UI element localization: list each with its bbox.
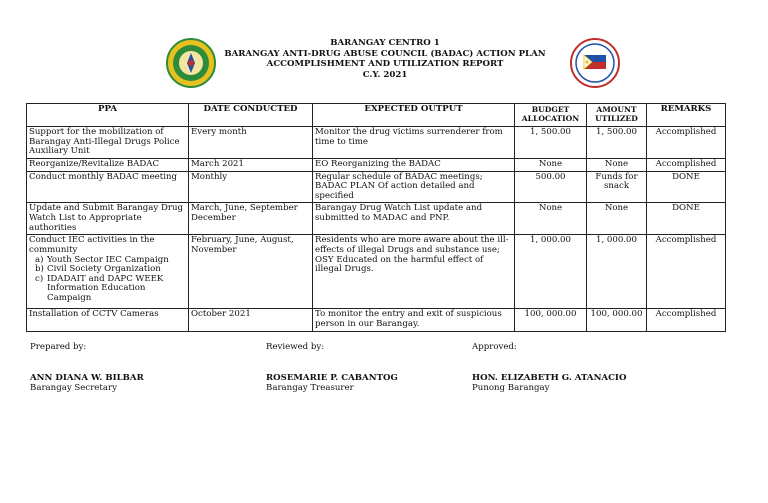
header-report-title: ACCOMPLISHMENT AND UTILIZATION REPORT — [266, 59, 504, 69]
cell-utilized: 100, 000.00 — [587, 309, 647, 331]
col-header-ppa: PPA — [27, 104, 189, 127]
cell-remarks: DONE — [647, 171, 726, 203]
header-barangay-name: BARANGAY CENTRO 1 — [330, 38, 440, 48]
signatory-reviewed — [266, 342, 398, 394]
cell-date: March, June, September December — [189, 203, 313, 235]
cell-remarks: Accomplished — [647, 309, 726, 331]
list-item-text: IDADAIT and DAPC WEEK Information Education Campaign — [47, 273, 164, 303]
cell-budget: 1, 500.00 — [515, 127, 587, 159]
cell-utilized: None — [587, 203, 647, 235]
action-plan-table — [26, 103, 726, 332]
signatory-name: ROSEMARIE P. CABANTOG — [266, 372, 398, 383]
col-header-output: EXPECTED OUTPUT — [313, 104, 515, 127]
cell-output: Residents who are more aware about the ill-effects of illegal Drugs and substance use; OSY Educated on the harmful effect of illegal Drugs. — [313, 235, 515, 309]
cell-date: Every month — [189, 127, 313, 159]
ppa-title: Conduct IEC activities in the community — [29, 235, 155, 255]
header-council-title: BARANGAY ANTI-DRUG ABUSE COUNCIL (BADAC) ACTION PLAN — [224, 48, 546, 59]
cell-budget: 1, 000.00 — [515, 235, 587, 309]
signatory-title: Punong Barangay — [472, 383, 550, 393]
signatory-approved — [472, 342, 626, 394]
header-calendar-year: C.Y. 2021 — [362, 69, 408, 80]
signatory-title: Barangay Secretary — [30, 383, 117, 393]
table-row — [27, 171, 726, 203]
cell-output: To monitor the entry and exit of suspicious person in our Barangay. — [313, 309, 515, 331]
cell-remarks: Accomplished — [647, 159, 726, 172]
signatory-prepared — [30, 342, 144, 394]
cell-ppa: Conduct monthly BADAC meeting — [27, 171, 189, 203]
cell-date: October 2021 — [189, 309, 313, 331]
signatory-name: HON. ELIZABETH G. ATANACIO — [472, 372, 627, 383]
cell-utilized: 1, 500.00 — [587, 127, 647, 159]
col-header-utilized: AMOUNT UTILIZED — [587, 104, 647, 127]
list-item-index: c) — [35, 273, 44, 284]
list-item-index: a) — [35, 254, 44, 265]
cell-budget: None — [515, 159, 587, 172]
cell-remarks: Accomplished — [647, 127, 726, 159]
col-header-budget: BUDGET ALLOCATION — [515, 104, 587, 127]
list-item — [35, 275, 186, 304]
cell-output: Monitor the drug victims surrenderer from time to time — [313, 127, 515, 159]
cell-date: Monthly — [189, 171, 313, 203]
cell-utilized: Funds for snack — [587, 171, 647, 203]
table-header-row — [27, 104, 726, 127]
cell-output — [313, 171, 515, 203]
table-row — [27, 203, 726, 235]
cell-budget: None — [515, 203, 587, 235]
report-header — [200, 38, 570, 80]
cell-output: EO Reorganizing the BADAC — [313, 159, 515, 172]
list-item-index: b) — [35, 264, 44, 275]
table-row — [27, 309, 726, 331]
table-row — [27, 235, 726, 309]
output-line: Regular schedule of BADAC meetings; — [315, 171, 483, 182]
col-header-remarks: REMARKS — [647, 104, 726, 127]
cell-remarks: Accomplished — [647, 235, 726, 309]
cell-ppa: Update and Submit Barangay Drug Watch List to Appropriate authorities — [27, 203, 189, 235]
cell-ppa — [27, 235, 189, 309]
table-row — [27, 127, 726, 159]
cell-utilized: 1, 000.00 — [587, 235, 647, 309]
list-item-text: Youth Sector IEC Campaign — [47, 254, 169, 265]
cell-ppa: Support for the mobilization of Barangay Anti-Illegal Drugs Police Auxiliary Unit — [27, 127, 189, 159]
cell-ppa: Reorganize/Revitalize BADAC — [27, 159, 189, 172]
cell-remarks: DONE — [647, 203, 726, 235]
cell-budget: 100, 000.00 — [515, 309, 587, 331]
signatory-label: Approved: — [472, 342, 517, 352]
table-row — [27, 159, 726, 172]
signatory-name: ANN DIANA W. BILBAR — [30, 372, 144, 383]
col-header-date: DATE CONDUCTED — [189, 104, 313, 127]
signatory-label: Prepared by: — [30, 342, 87, 352]
ppa-sub-list — [29, 256, 186, 304]
cell-ppa: Installation of CCTV Cameras — [27, 309, 189, 331]
signatory-title: Barangay Treasurer — [266, 383, 354, 393]
municipal-seal-logo — [570, 38, 620, 88]
output-line: BADAC PLAN Of action detailed and specified — [315, 181, 475, 201]
cell-date: March 2021 — [189, 159, 313, 172]
cell-output: Barangay Drug Watch List update and submitted to MADAC and PNP. — [313, 203, 515, 235]
signatory-label: Reviewed by: — [266, 342, 325, 352]
cell-budget: 500.00 — [515, 171, 587, 203]
cell-utilized: None — [587, 159, 647, 172]
list-item-text: Civil Society Organization — [47, 264, 161, 275]
cell-date: February, June, August, November — [189, 235, 313, 309]
